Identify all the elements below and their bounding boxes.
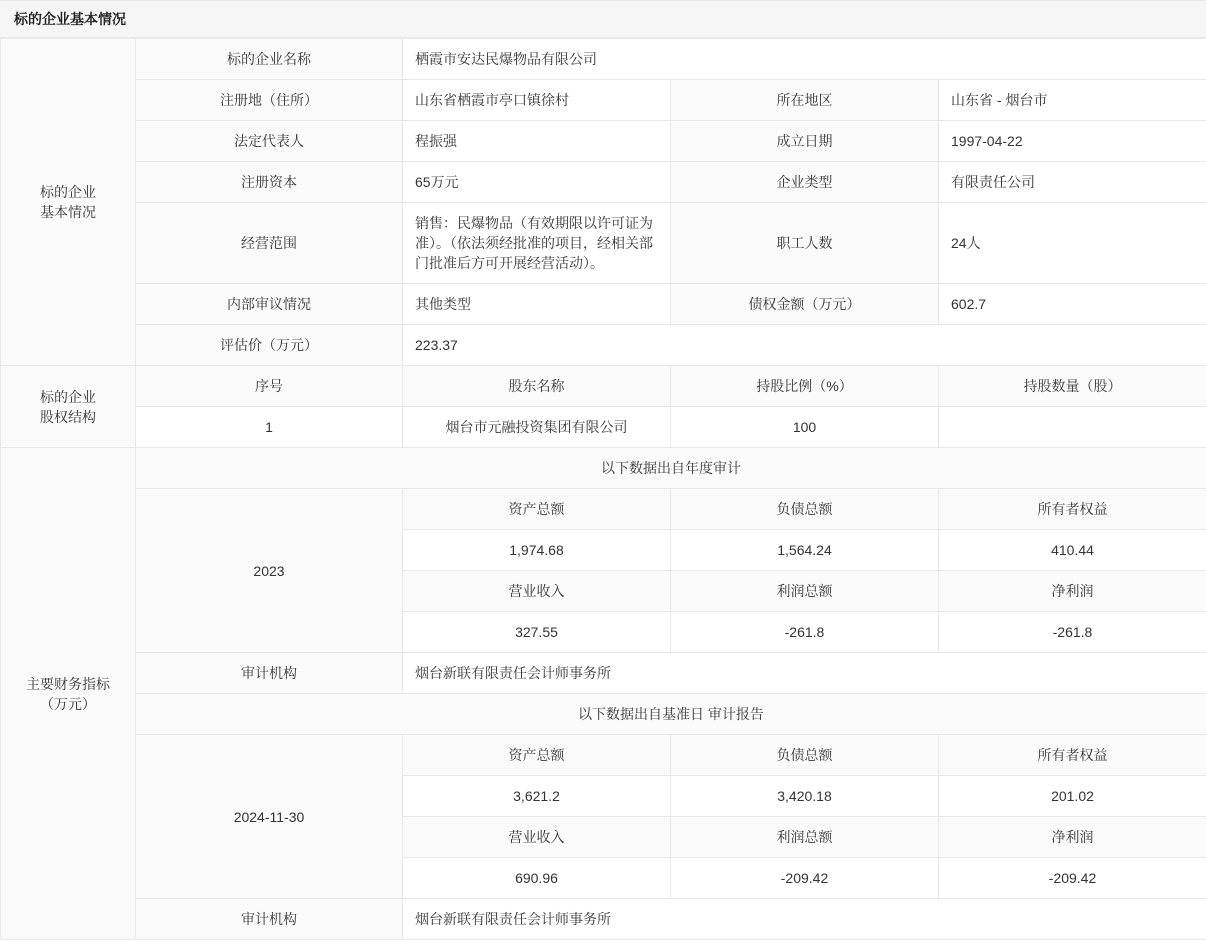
value-staff-count: 24人 bbox=[939, 203, 1206, 284]
table-row bbox=[1, 899, 1206, 940]
label-valuation: 评估价（万元） bbox=[136, 325, 403, 366]
label-debt-amount: 债权金额（万元） bbox=[671, 284, 939, 325]
finance-base-value-equity: 201.02 bbox=[939, 776, 1206, 817]
finance-annual-value-equity: 410.44 bbox=[939, 530, 1206, 571]
table-row bbox=[1, 694, 1206, 735]
value-internal-review: 其他类型 bbox=[403, 284, 671, 325]
equity-header-amount: 持股数量（股） bbox=[939, 366, 1206, 407]
label-internal-review: 内部审议情况 bbox=[136, 284, 403, 325]
finance-base-value-netprofit: -209.42 bbox=[939, 858, 1206, 899]
group-label-basic-line1: 标的企业 bbox=[13, 182, 123, 202]
group-label-equity-line1: 标的企业 bbox=[13, 387, 123, 407]
finance-base-head-netprofit: 净利润 bbox=[939, 817, 1206, 858]
group-label-finance bbox=[1, 448, 136, 940]
finance-annual-value-revenue: 327.55 bbox=[403, 612, 671, 653]
group-label-equity-line2: 股权结构 bbox=[13, 407, 123, 427]
table-row bbox=[1, 203, 1206, 284]
equity-header-ratio: 持股比例（%） bbox=[671, 366, 939, 407]
label-registered-address: 注册地（住所） bbox=[136, 80, 403, 121]
table-row bbox=[1, 448, 1206, 489]
equity-cell-amount bbox=[939, 407, 1206, 448]
label-legal-representative: 法定代表人 bbox=[136, 121, 403, 162]
equity-cell-index: 1 bbox=[136, 407, 403, 448]
group-label-finance-line1: 主要财务指标 bbox=[13, 674, 123, 694]
finance-annual-value-netprofit: -261.8 bbox=[939, 612, 1206, 653]
finance-annual-head-revenue: 营业收入 bbox=[403, 571, 671, 612]
value-business-scope: 销售：民爆物品（有效期限以许可证为准）。（依法须经批准的项目，经相关部门批准后方可开展经营活动）。 bbox=[403, 203, 671, 284]
label-enterprise-name: 标的企业名称 bbox=[136, 39, 403, 80]
enterprise-info-table bbox=[0, 38, 1206, 940]
finance-base-value-profit: -209.42 bbox=[671, 858, 939, 899]
group-label-basic bbox=[1, 39, 136, 366]
finance-base-head-revenue: 营业收入 bbox=[403, 817, 671, 858]
label-business-scope: 经营范围 bbox=[136, 203, 403, 284]
value-region: 山东省 - 烟台市 bbox=[939, 80, 1206, 121]
finance-base-banner: 以下数据出自基准日 审计报告 bbox=[136, 694, 1206, 735]
finance-annual-value-assets: 1,974.68 bbox=[403, 530, 671, 571]
finance-annual-auditor-value: 烟台新联有限责任会计师事务所 bbox=[403, 653, 1206, 694]
table-row bbox=[1, 162, 1206, 203]
finance-annual-head-assets: 资产总额 bbox=[403, 489, 671, 530]
value-legal-representative: 程振强 bbox=[403, 121, 671, 162]
value-enterprise-name: 栖霞市安达民爆物品有限公司 bbox=[403, 39, 1206, 80]
finance-base-head-liabilities: 负债总额 bbox=[671, 735, 939, 776]
finance-annual-banner: 以下数据出自年度审计 bbox=[136, 448, 1206, 489]
table-row bbox=[1, 366, 1206, 407]
finance-base-value-liabilities: 3,420.18 bbox=[671, 776, 939, 817]
finance-base-value-revenue: 690.96 bbox=[403, 858, 671, 899]
value-valuation: 223.37 bbox=[403, 325, 1206, 366]
finance-base-auditor-label: 审计机构 bbox=[136, 899, 403, 940]
table-row bbox=[1, 653, 1206, 694]
equity-cell-shareholder: 烟台市元融投资集团有限公司 bbox=[403, 407, 671, 448]
group-label-basic-line2: 基本情况 bbox=[13, 202, 123, 222]
section-title: 标的企业基本情况 bbox=[0, 0, 1206, 38]
finance-base-head-equity: 所有者权益 bbox=[939, 735, 1206, 776]
label-enterprise-type: 企业类型 bbox=[671, 162, 939, 203]
table-row bbox=[1, 284, 1206, 325]
finance-base-head-assets: 资产总额 bbox=[403, 735, 671, 776]
finance-annual-head-liabilities: 负债总额 bbox=[671, 489, 939, 530]
table-row bbox=[1, 80, 1206, 121]
value-founded-date: 1997-04-22 bbox=[939, 121, 1206, 162]
value-enterprise-type: 有限责任公司 bbox=[939, 162, 1206, 203]
finance-annual-value-liabilities: 1,564.24 bbox=[671, 530, 939, 571]
value-registered-address: 山东省栖霞市亭口镇徐村 bbox=[403, 80, 671, 121]
equity-cell-ratio: 100 bbox=[671, 407, 939, 448]
value-registered-capital: 65万元 bbox=[403, 162, 671, 203]
label-registered-capital: 注册资本 bbox=[136, 162, 403, 203]
table-row bbox=[1, 489, 1206, 530]
finance-annual-value-profit: -261.8 bbox=[671, 612, 939, 653]
finance-base-date: 2024-11-30 bbox=[136, 735, 403, 899]
group-label-equity bbox=[1, 366, 136, 448]
group-label-finance-line2: （万元） bbox=[13, 694, 123, 714]
finance-base-value-assets: 3,621.2 bbox=[403, 776, 671, 817]
finance-annual-head-profit: 利润总额 bbox=[671, 571, 939, 612]
finance-annual-auditor-label: 审计机构 bbox=[136, 653, 403, 694]
finance-base-auditor-value: 烟台新联有限责任会计师事务所 bbox=[403, 899, 1206, 940]
equity-header-index: 序号 bbox=[136, 366, 403, 407]
table-row bbox=[1, 735, 1206, 776]
finance-annual-year: 2023 bbox=[136, 489, 403, 653]
table-row bbox=[1, 121, 1206, 162]
table-row bbox=[1, 325, 1206, 366]
value-debt-amount: 602.7 bbox=[939, 284, 1206, 325]
finance-base-head-profit: 利润总额 bbox=[671, 817, 939, 858]
equity-header-shareholder: 股东名称 bbox=[403, 366, 671, 407]
label-staff-count: 职工人数 bbox=[671, 203, 939, 284]
table-row bbox=[1, 39, 1206, 80]
label-region: 所在地区 bbox=[671, 80, 939, 121]
table-row bbox=[1, 407, 1206, 448]
finance-annual-head-netprofit: 净利润 bbox=[939, 571, 1206, 612]
label-founded-date: 成立日期 bbox=[671, 121, 939, 162]
finance-annual-head-equity: 所有者权益 bbox=[939, 489, 1206, 530]
